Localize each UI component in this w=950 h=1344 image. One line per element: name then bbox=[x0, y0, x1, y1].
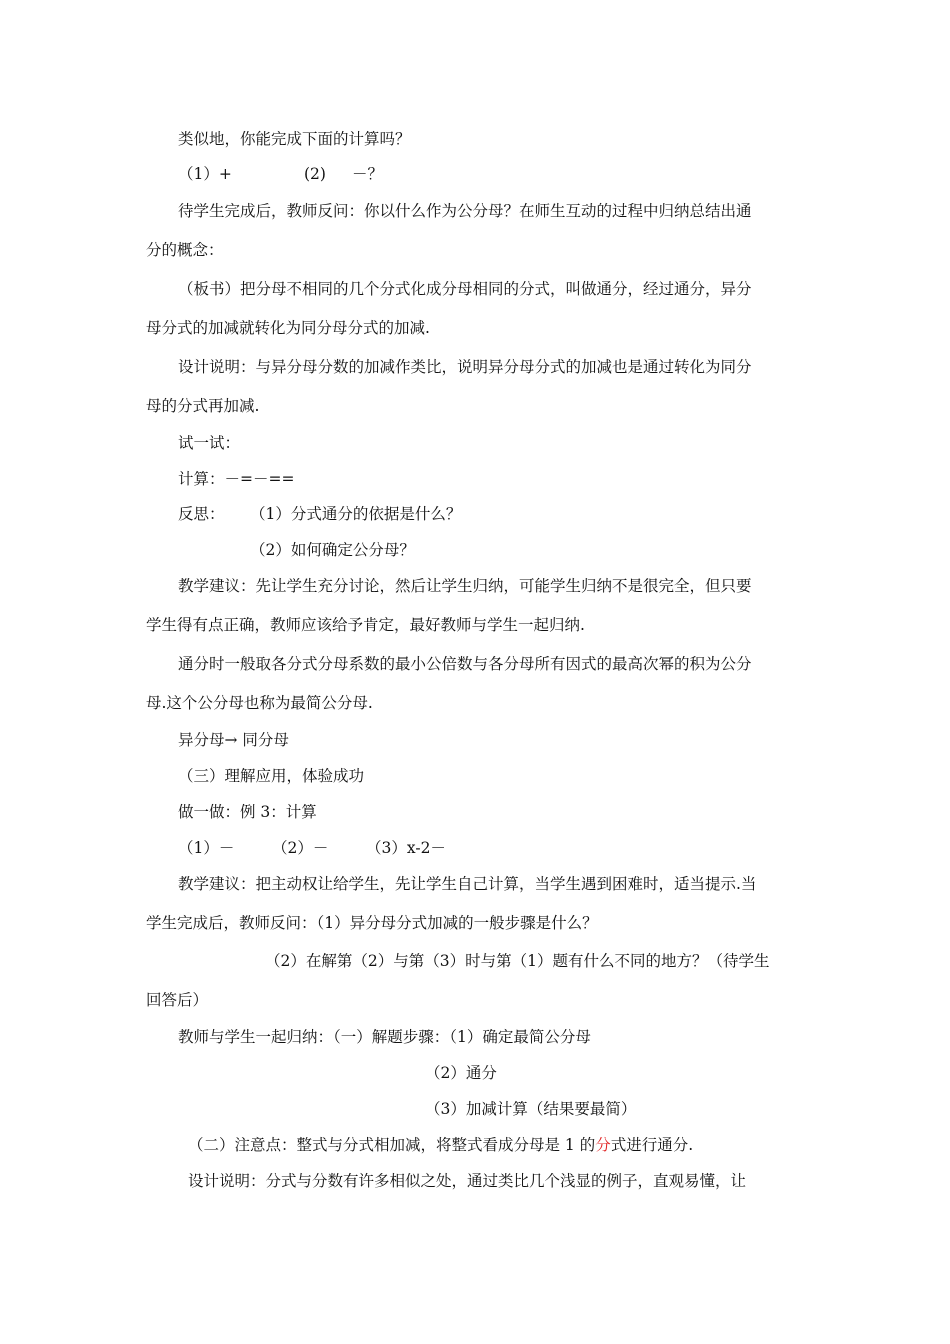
text-line: 异分母→ 同分母 bbox=[178, 731, 289, 749]
text-line: （三）理解应用，体验成功 bbox=[178, 767, 365, 785]
text-line: （2）通分 bbox=[425, 1064, 497, 1082]
text-line: 母分式的加减就转化为同分母分式的加减. bbox=[146, 319, 430, 337]
text-line: （1）－ bbox=[178, 839, 235, 857]
text-line: 设计说明：与异分母分数的加减作类比，说明异分母分式的加减也是通过转化为同分 bbox=[178, 358, 752, 376]
text-line: 学生完成后，教师反问：（1）异分母分式加减的一般步骤是什么？ bbox=[146, 914, 598, 932]
text-line: 母.这个公分母也称为最简公分母. bbox=[146, 694, 373, 712]
text-line: （2）如何确定公分母？ bbox=[250, 541, 415, 559]
text-line: （1）+ bbox=[178, 165, 232, 183]
text-line: 通分时一般取各分式分母系数的最小公倍数与各分母所有因式的最高次幂的积为公分 bbox=[178, 655, 752, 673]
highlighted-text: 分 bbox=[595, 1136, 611, 1154]
text-line: 类似地，你能完成下面的计算吗？ bbox=[178, 130, 411, 148]
text-line: 反思： bbox=[178, 505, 225, 523]
text-segment: （二）注意点：整式与分式相加减，将整式看成分母是 1 的 bbox=[188, 1136, 596, 1154]
text-line: 教学建议：先让学生充分讨论，然后让学生归纳，可能学生归纳不是很完全，但只要 bbox=[178, 577, 752, 595]
text-line: （3）x-2－ bbox=[366, 839, 446, 857]
text-line: 做一做：例 3：计算 bbox=[178, 803, 317, 821]
text-line: (2) bbox=[304, 165, 326, 183]
text-line: 母的分式再加减. bbox=[146, 397, 260, 415]
text-line: 分的概念： bbox=[146, 241, 224, 259]
text-line bbox=[188, 1135, 693, 1155]
text-line: 试一试： bbox=[178, 434, 241, 452]
text-line: 学生得有点正确，教师应该给予肯定，最好教师与学生一起归纳. bbox=[146, 616, 585, 634]
text-line: －？ bbox=[352, 165, 384, 183]
text-line: （1）分式通分的依据是什么？ bbox=[250, 505, 462, 523]
text-line: （板书）把分母不相同的几个分式化成分母相同的分式，叫做通分，经过通分，异分 bbox=[178, 280, 752, 298]
text-line: 待学生完成后，教师反问：你以什么作为公分母？在师生互动的过程中归纳总结出通 bbox=[178, 202, 752, 220]
text-line: 教师与学生一起归纳：（一）解题步骤：（1）确定最简公分母 bbox=[178, 1028, 591, 1046]
text-segment: 式进行通分. bbox=[610, 1136, 694, 1154]
text-line: （2）在解第（2）与第（3）时与第（1）题有什么不同的地方？（待学生 bbox=[265, 952, 770, 970]
text-line: 回答后） bbox=[146, 991, 209, 1009]
text-line: 设计说明：分式与分数有许多相似之处，通过类比几个浅显的例子，直观易懂，让 bbox=[188, 1172, 747, 1190]
text-line: （2）－ bbox=[272, 839, 329, 857]
text-line: 教学建议：把主动权让给学生，先让学生自己计算，当学生遇到困难时，适当提示.当 bbox=[178, 875, 757, 893]
text-line: （3）加减计算（结果要最简） bbox=[425, 1100, 637, 1118]
text-line: 计算：－=－== bbox=[178, 470, 295, 488]
